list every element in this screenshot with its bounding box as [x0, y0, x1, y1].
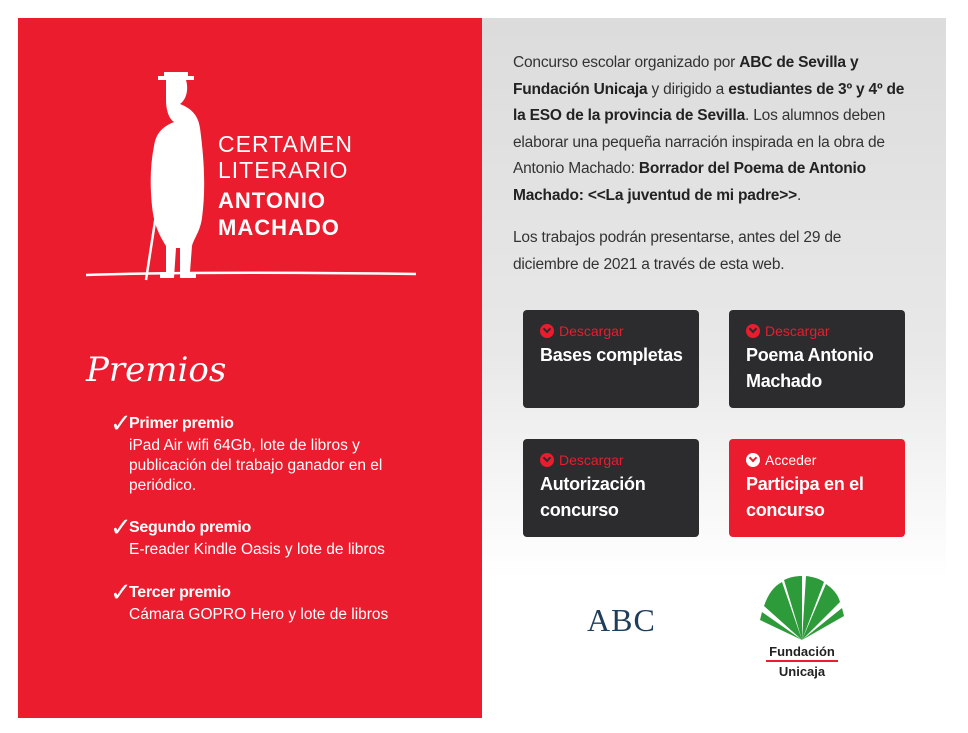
abc-logo: ABC	[587, 602, 656, 638]
unicaja-tree-icon	[760, 576, 844, 642]
baseline-stroke-icon	[86, 270, 416, 278]
card-action	[540, 451, 699, 469]
check-icon: ✓	[110, 577, 132, 607]
prize-name: Segundo premio	[129, 519, 252, 536]
prize-name: Tercer premio	[129, 584, 231, 601]
intro-bold: estudiantes de 3º y 4º de la ESO de la provincia de Sevilla	[513, 80, 905, 124]
check-icon: ✓	[110, 408, 132, 438]
unicaja-name-line2: Unicaja	[778, 664, 826, 679]
intro-text: .	[796, 186, 802, 204]
title-line-literario: LITERARIO	[218, 157, 349, 183]
card-label: Poema Antonio Machado	[746, 345, 874, 391]
intro-text: . Los alumnos deben elaborar una pequeña narración inspirada en la obra de Antonio Machado:	[513, 107, 886, 177]
title-line-antonio: ANTONIO	[218, 188, 327, 213]
check-icon: ✓	[110, 512, 132, 542]
participa-button[interactable]	[729, 439, 905, 537]
card-action-label: Descargar	[559, 452, 624, 468]
unicaja-name-line1: Fundación	[769, 644, 835, 659]
card-label: Participa en el concurso	[746, 474, 864, 520]
card-action-label: Acceder	[765, 452, 817, 468]
title-line-certamen: CERTAMEN	[218, 131, 353, 157]
card-action-label: Descargar	[559, 323, 624, 339]
card-label: Bases completas	[540, 345, 683, 365]
card-label: Autorización concurso	[540, 474, 646, 520]
card-action	[746, 322, 905, 340]
premios-heading: Premios	[86, 350, 227, 390]
deadline-paragraph: Los trabajos podrán presentarse, antes del 29 de diciembre de 2021 a través de esta web.	[513, 229, 842, 273]
card-action-label: Descargar	[765, 323, 830, 339]
prize-description: iPad Air wifi 64Gb, lote de libros y publicación del trabajo ganador en el periódico.	[129, 437, 383, 494]
download-circle-icon	[540, 324, 554, 338]
download-bases-button[interactable]	[523, 310, 699, 408]
download-autorizacion-button[interactable]	[523, 439, 699, 537]
intro-text: y dirigido a	[647, 80, 729, 98]
antonio-machado-silhouette-icon	[136, 72, 216, 282]
intro-paragraph	[513, 50, 913, 209]
download-poema-button[interactable]	[729, 310, 905, 408]
contest-actions-panel	[482, 18, 946, 718]
download-circle-icon	[540, 453, 554, 467]
unicaja-divider	[766, 660, 838, 662]
prize-name: Primer premio	[129, 415, 234, 432]
card-action	[540, 322, 699, 340]
intro-text: Concurso escolar organizado por	[513, 54, 740, 71]
intro-bold: ABC de Sevilla y Fundación Unicaja	[513, 54, 859, 98]
prize-description: E-reader Kindle Oasis y lote de libros	[129, 541, 385, 558]
prize-description: Cámara GOPRO Hero y lote de libros	[129, 606, 389, 623]
download-circle-icon	[746, 324, 760, 338]
fundacion-unicaja-logo	[760, 576, 860, 679]
intro-bold: Borrador del Poema de Antonio Machado: <<La juventud de mi padre>>	[513, 160, 866, 204]
download-circle-icon	[746, 453, 760, 467]
contest-info-panel	[18, 18, 482, 718]
title-line-machado: MACHADO	[218, 215, 340, 240]
card-action	[746, 451, 905, 469]
